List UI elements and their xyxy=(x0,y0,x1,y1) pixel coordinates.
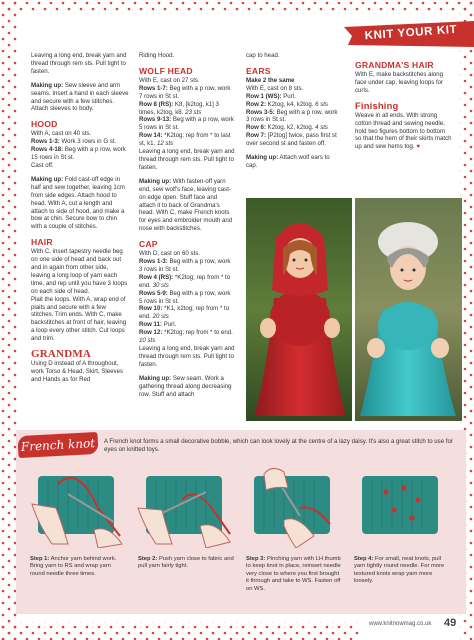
french-knot-tag: French knot xyxy=(17,432,98,458)
wolf-head-heading: WOLF HEAD xyxy=(139,65,193,76)
instruction-line: Row 8 (RS): K8, [k2tog, k1] 3 times, k2tog, k8. 23 sts xyxy=(139,100,219,116)
paragraph: cap to head. xyxy=(246,52,280,59)
instruction-line: With E, cast on 27 sts. xyxy=(139,76,200,84)
finishing-heading: Finishing xyxy=(355,99,399,111)
instruction-line: Rows 1-3: Beg with a p row, work 3 rows in St st. xyxy=(139,258,231,273)
step-2-illustration xyxy=(136,464,232,548)
instruction-line: Rows 5-9: Beg with a p row, work 5 rows in St st. xyxy=(139,289,231,305)
paragraph: Making up: Sew sleeve and arm seams. Insert a hand in each sleeve and secure with a few stitches. Attach sleeves to body. xyxy=(31,81,129,113)
paragraph: With C, insert tapestry needle beg on one side of head and back out and in again from other side, leaving a long loop of yarn each time, and rep until you have 3 loops on each side of head. xyxy=(31,248,128,295)
instruction-line: Row 1 (WS): Purl. xyxy=(246,92,296,100)
paragraph: Riding Hood. xyxy=(139,52,175,59)
step-4-illustration xyxy=(352,464,448,548)
paragraph: Leaving a long end, break yarn and thread through rem sts. Pull tight to fasten. xyxy=(31,52,127,75)
instruction-line: Cast off. xyxy=(31,161,54,169)
instruction-line: Rows 9-13: Beg with a p row, work 5 rows in St st. xyxy=(139,116,234,132)
instruction-line: With A, cast on 40 sts. xyxy=(31,130,92,138)
instruction-line: Row 10: *K1, k2tog; rep from * to end. 20 sts xyxy=(139,305,230,321)
french-knot-intro: A French knot forms a small decorative bobble, which can look lovely at the centre of a lazy daisy. It's also a great stitch to use for eyes on knitted toys. xyxy=(104,438,453,453)
instruction-line: Rows 1-7: Beg with a p row, work 7 rows in St st. xyxy=(139,84,231,100)
instruction-line: With D, cast on 60 sts. xyxy=(139,250,200,258)
grandmas-hair-heading: GRANDMA'S HAIR xyxy=(355,60,434,70)
instruction-line: Rows 3-5: Beg with a p row, work 3 rows in St st. xyxy=(246,108,338,124)
heart-icon: ♥ xyxy=(416,143,420,151)
step-3-text: Step 3: Pinching yarn with LH thumb to keep knot in place, reinsert needle very close to where you first brought it through and take to WS. Fasten off on WS. xyxy=(246,556,341,592)
column-3 xyxy=(246,52,342,170)
instruction-line: Rows 4-18: Beg with a p row, work 15 rows in St st. xyxy=(31,146,126,162)
step-4-text: Step 4: For small, neat knots, pull yarn tightly round needle. For more textured knots wrap yarn more loosely. xyxy=(354,556,445,585)
photo-divider xyxy=(352,198,355,421)
hair-heading: HAIR xyxy=(31,237,53,248)
grandma-heading: GRANDMA xyxy=(31,348,92,361)
column-1 xyxy=(31,52,129,384)
page-number: 49 xyxy=(444,617,457,629)
paragraph: Making up: Fold cast-off edge in half and sew together, leaving 1cm from side edges. Attach hood to head. With A, cut a length and attach to side of hood, and make a bow at chin. Secure bow to chin with a couple of stitches. xyxy=(31,175,125,231)
paragraph: Making up: Sew seam. Work a gathering thread along decreasing row. Stuff and attach xyxy=(139,374,232,398)
paragraph: With E, make backstitches along face under cap, leaving loops for curls. xyxy=(355,71,444,94)
paragraph: Weave in all ends. With strong cotton thread and sewing needle, hold two figures bottom to bottom so that the hem of their skirts match up and sew hems tog. ♥ xyxy=(355,111,452,151)
banner-label: KNIT YOUR KIT xyxy=(364,23,458,43)
instruction-line: Row 12: *K2tog; rep from * to end. 10 sts xyxy=(139,329,233,345)
paragraph: Making up: With fasten-off yarn end, sew wolf's face, leaving cast-on edge open. Stuff face and attach it to back of Grandma's head. With C, make French knots for eyes and embroider mouth and nose with backstitches. xyxy=(139,177,233,233)
paragraph: Leaving a long end, break yarn and thread through rem sts. Pull tight to fasten. xyxy=(139,148,235,171)
paragraph: Leaving a long end, break yarn and thread through rem sts. Pull tight to fasten. xyxy=(139,345,235,368)
instruction-line: Row 14: *K2tog; rep from * to last st, k1. 12 sts xyxy=(139,132,231,148)
step-3-illustration xyxy=(244,464,340,548)
instruction-line: Row 11: Purl. xyxy=(139,321,177,329)
column-4 xyxy=(355,60,453,151)
instruction-line: Rows 1-3: Work 3 rows in G st. xyxy=(31,138,117,146)
instruction-line: Row 6: K2tog, k2, k2tog. 4 sts xyxy=(246,124,328,132)
instruction-line: Row 2: K2tog, k4, k2tog. 6 sts xyxy=(246,100,328,108)
instruction-line: With E, cast on 8 sts. xyxy=(246,84,304,92)
instruction-line: Row 7: [P2tog] twice, pass first st over second st and fasten off. xyxy=(246,132,337,148)
paragraph: Using D instead of A throughout, work Torso & Head, Skirt, Sleeves and Hands as for Red xyxy=(31,360,124,383)
instruction-line: Row 4 (RS): *K2tog; rep from * to end. 30 sts xyxy=(139,273,231,289)
paragraph: Making up: Attach wolf ears to cap. xyxy=(246,154,330,169)
step-1-text: Step 1: Anchor yarn behind work. Bring yarn to RS and wrap yarn round needle three times. xyxy=(30,556,117,577)
hood-heading: HOOD xyxy=(31,119,58,130)
ears-heading: EARS xyxy=(246,65,271,76)
cap-heading: CAP xyxy=(139,239,158,250)
paragraph: Plait the loops. With A, wrap end of plaits and secure with a few stitches. Trim ends. With C, make backstitches at front of hair, leaving a loop every other stitch. Cut loops and trim. xyxy=(31,295,127,343)
footer-url: www.knitnowmag.co.uk xyxy=(369,621,432,627)
column-2 xyxy=(139,52,235,398)
step-2-text: Step 2: Push yarn close to fabric and pull yarn fairly tight. xyxy=(138,556,234,570)
step-1-illustration xyxy=(28,464,124,548)
subheading: Make 2 the same xyxy=(246,76,295,84)
